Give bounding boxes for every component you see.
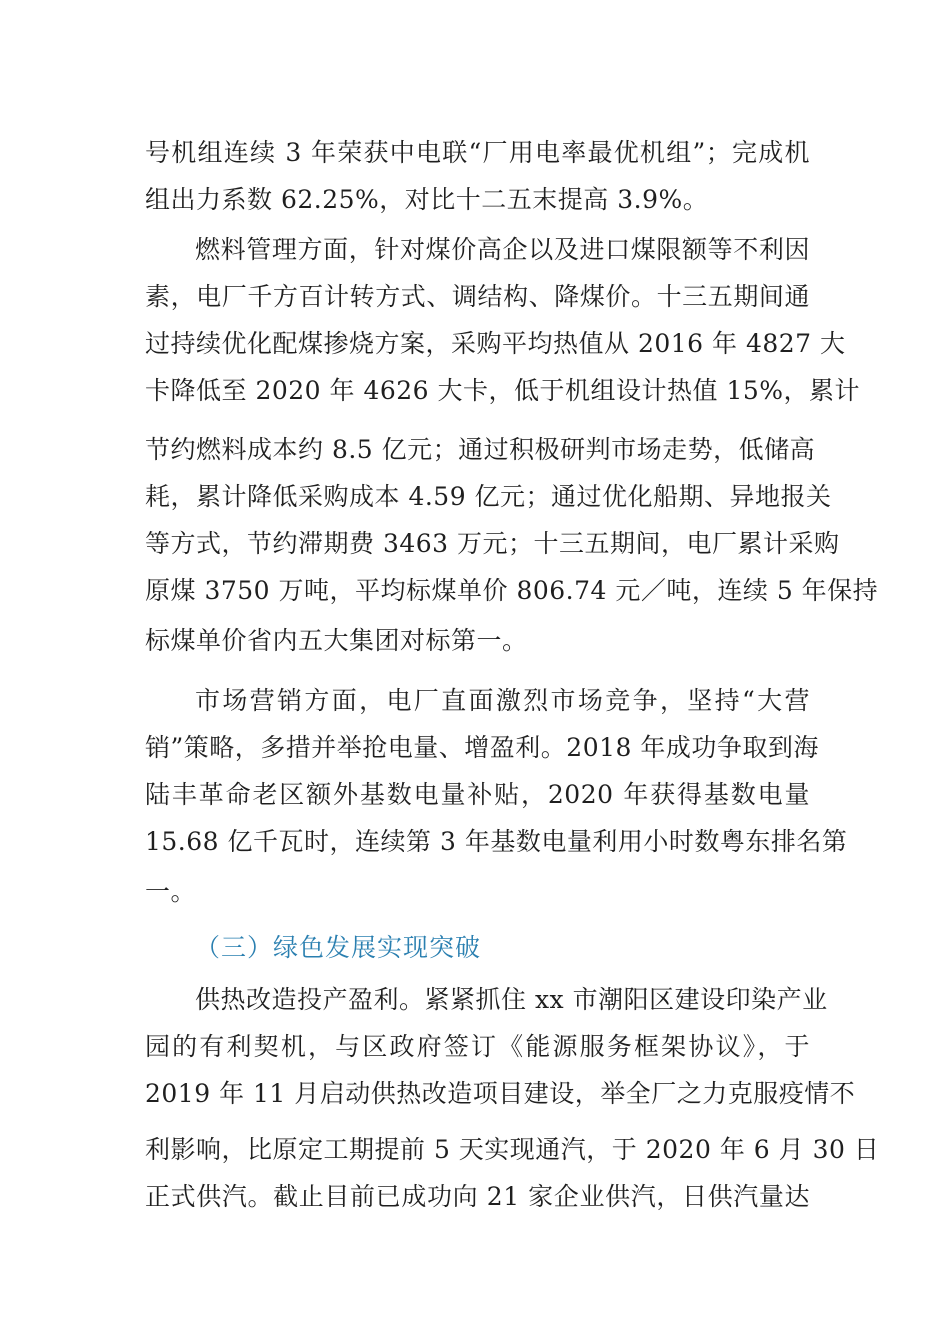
paragraph-3-line-4: 15.68 亿千瓦时，连续第 3 年基数电量利用小时数粤东排名第: [145, 827, 848, 856]
paragraph-2-line-7: 等方式，节约滞期费 3463 万元；十三五期间，电厂累计采购: [145, 529, 840, 558]
paragraph-3-line-2: 销”策略，多措并举抢电量、增盈利。2018 年成功争取到海: [145, 733, 819, 762]
paragraph-2-line-2: 素，电厂千方百计转方式、调结构、降煤价。十三五期间通: [145, 282, 810, 311]
section-heading: （三）绿色发展实现突破: [195, 933, 482, 962]
paragraph-4-line-3: 2019 年 11 月启动供热改造项目建设，举全厂之力克服疫情不: [145, 1079, 856, 1108]
paragraph-4-line-1: 供热改造投产盈利。紧紧抓住 xx 市潮阳区建设印染产业: [195, 985, 828, 1014]
paragraph-1-line-2: 组出力系数 62.25%，对比十二五末提高 3.9%。: [145, 185, 709, 214]
paragraph-2-line-4: 卡降低至 2020 年 4626 大卡，低于机组设计热值 15%，累计: [145, 376, 861, 405]
paragraph-2-line-3: 过持续优化配煤掺烧方案，采购平均热值从 2016 年 4827 大: [145, 329, 846, 358]
paragraph-3-line-5: 一。: [145, 877, 197, 906]
paragraph-4-line-5: 正式供汽。截止目前已成功向 21 家企业供汽，日供汽量达: [145, 1182, 810, 1211]
paragraph-2-line-1: 燃料管理方面，针对煤价高企以及进口煤限额等不利因: [195, 235, 810, 264]
paragraph-4-line-2: 园的有利契机，与区政府签订《能源服务框架协议》，于: [145, 1032, 810, 1061]
paragraph-2-line-5: 节约燃料成本约 8.5 亿元；通过积极研判市场走势，低储高: [145, 435, 816, 464]
paragraph-3-line-3: 陆丰革命老区额外基数电量补贴，2020 年获得基数电量: [145, 780, 810, 809]
paragraph-4-line-4: 利影响，比原定工期提前 5 天实现通汽，于 2020 年 6 月 30 日: [145, 1135, 880, 1164]
paragraph-1-line-1: 号机组连续 3 年荣获中电联“厂用电率最优机组”；完成机: [145, 138, 810, 167]
paragraph-2-line-6: 耗，累计降低采购成本 4.59 亿元；通过优化船期、异地报关: [145, 482, 832, 511]
paragraph-2-line-8: 原煤 3750 万吨，平均标煤单价 806.74 元／吨，连续 5 年保持: [145, 576, 879, 605]
paragraph-3-line-1: 市场营销方面，电厂直面激烈市场竞争，坚持“大营: [195, 686, 810, 715]
paragraph-2-line-9: 标煤单价省内五大集团对标第一。: [145, 626, 528, 655]
